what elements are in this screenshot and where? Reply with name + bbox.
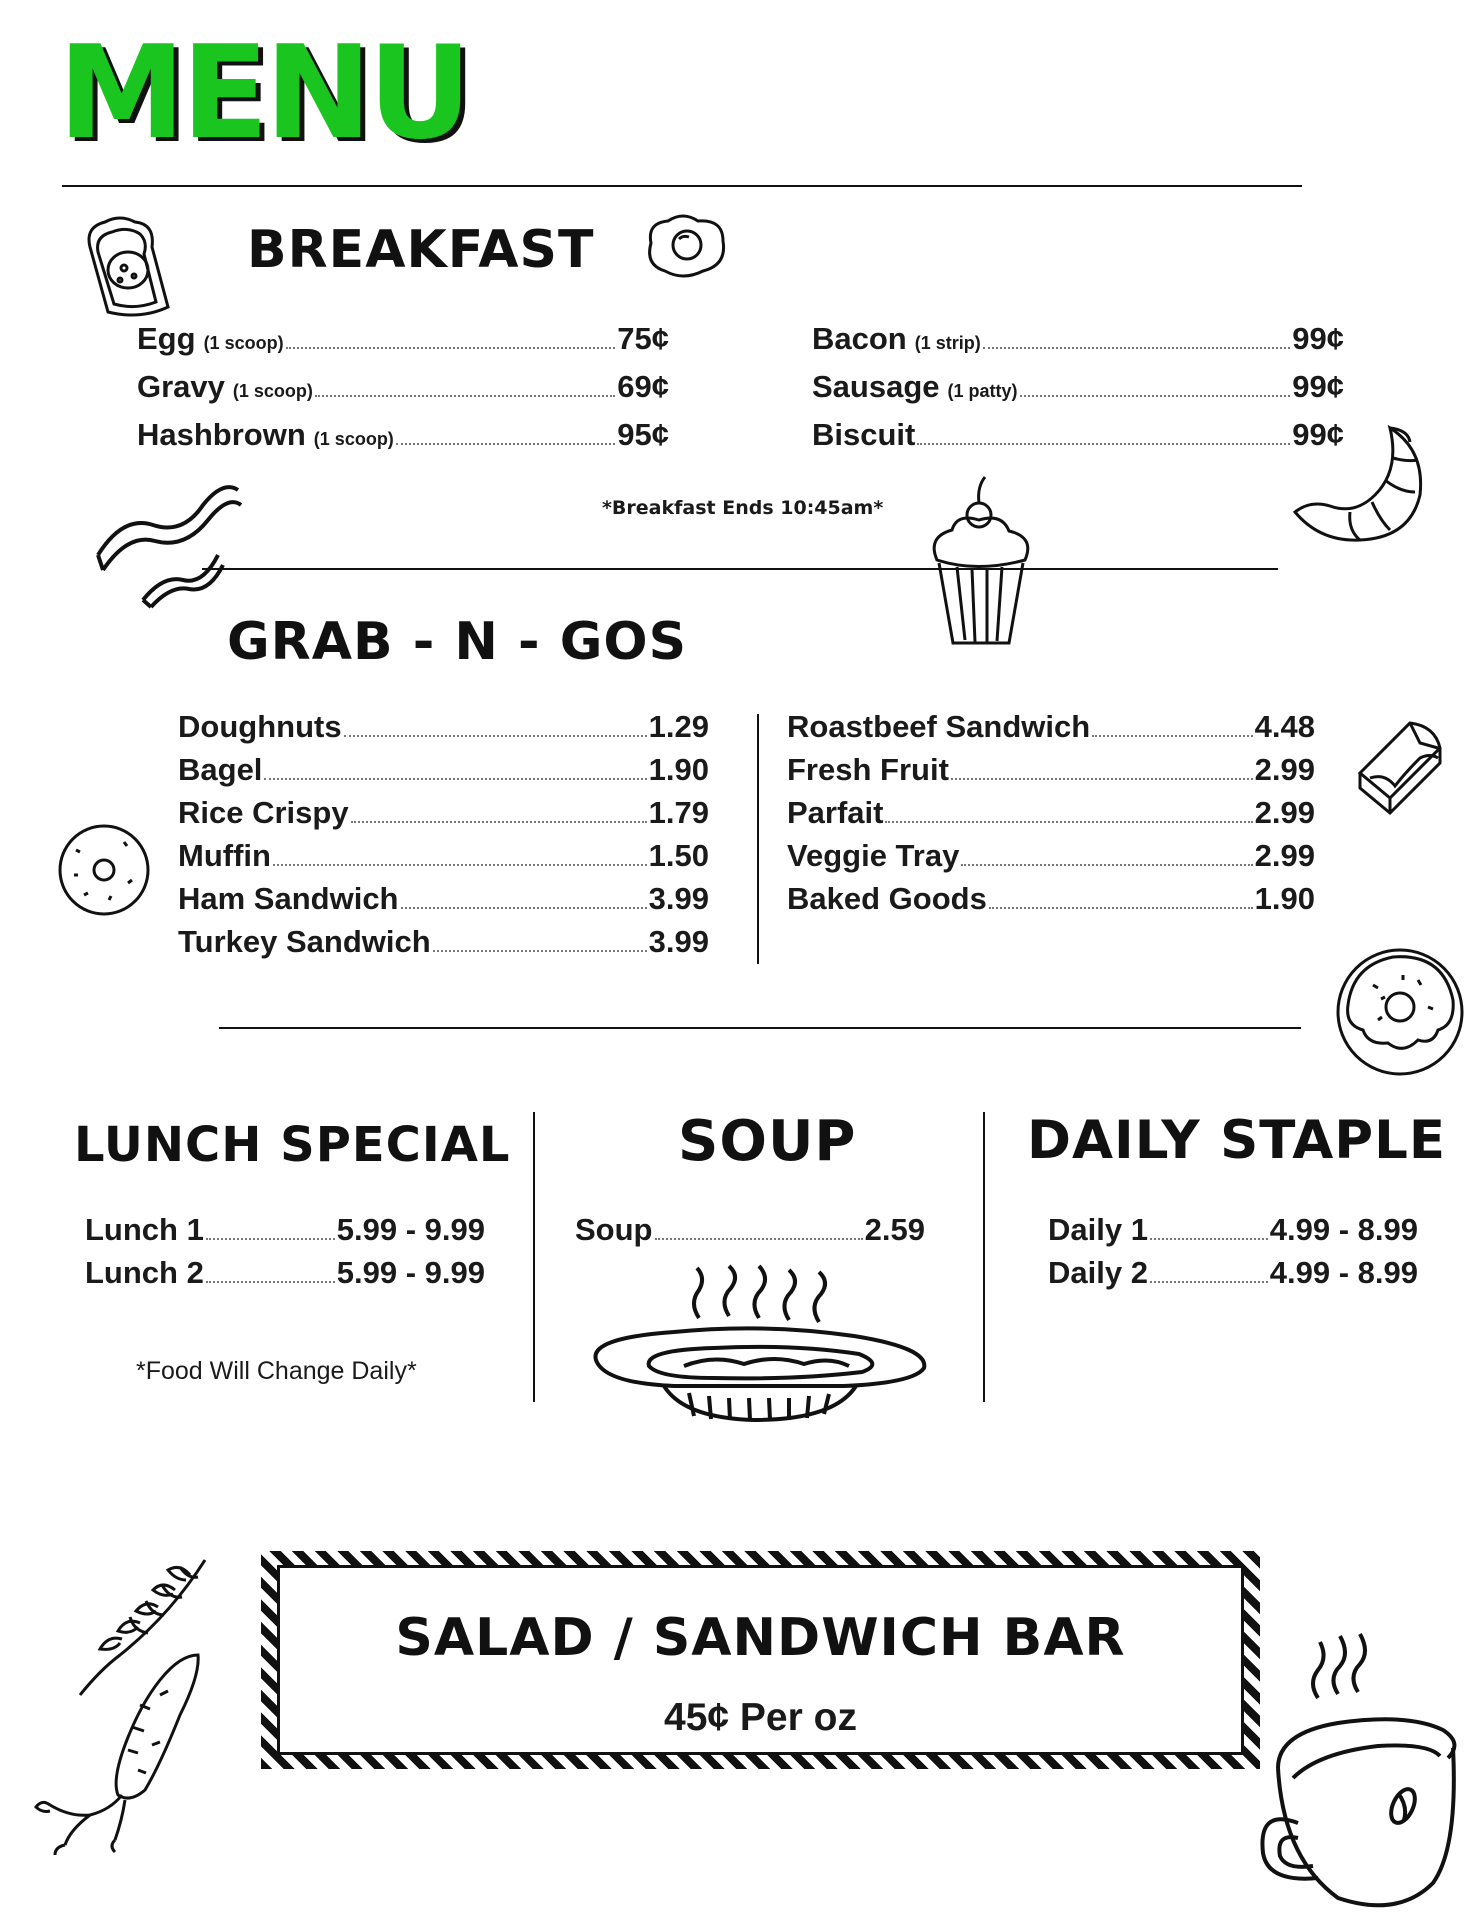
item-price: 75¢ xyxy=(617,321,669,356)
item-name: Sausage xyxy=(812,369,940,404)
item-name: Parfait xyxy=(787,795,884,830)
list-item xyxy=(812,317,1344,365)
item-name: Baked Goods xyxy=(787,881,987,916)
item-name: Rice Crispy xyxy=(178,795,349,830)
item-name: Daily 1 xyxy=(1048,1212,1148,1247)
leader-dots xyxy=(351,820,647,823)
item-price: 1.90 xyxy=(1254,881,1315,916)
grab-column-divider xyxy=(757,714,759,964)
item-name: Fresh Fruit xyxy=(787,752,949,787)
leader-dots xyxy=(273,863,647,866)
item-name: Doughnuts xyxy=(178,709,342,744)
lunch-list xyxy=(85,1208,485,1294)
item-name: Gravy xyxy=(137,369,225,404)
fried-egg-icon xyxy=(643,213,729,281)
menu-title: MENU xyxy=(58,19,468,168)
list-item xyxy=(812,413,1344,456)
lunch-soup-divider xyxy=(533,1112,535,1402)
breakfast-divider xyxy=(202,568,1278,570)
list-item xyxy=(787,791,1315,834)
item-name: Lunch 1 xyxy=(85,1212,204,1247)
list-item xyxy=(178,877,709,920)
item-note: (1 strip) xyxy=(914,333,981,353)
lunch-heading: LUNCH SPECIAL xyxy=(74,1117,511,1173)
soup-list xyxy=(575,1208,925,1251)
salad-bar-heading: SALAD / SANDWICH BAR xyxy=(395,1608,1126,1668)
item-price: 3.99 xyxy=(648,881,709,916)
grab-right-list xyxy=(787,705,1315,920)
list-item xyxy=(178,791,709,834)
item-price: 69¢ xyxy=(617,369,669,404)
leader-dots xyxy=(1020,394,1291,397)
item-name: Turkey Sandwich xyxy=(178,924,431,959)
list-item xyxy=(137,413,669,461)
salad-bar-price: 45¢ Per oz xyxy=(664,1696,857,1739)
item-price: 1.79 xyxy=(648,795,709,830)
breakfast-heading: BREAKFAST xyxy=(247,220,595,280)
leader-dots xyxy=(989,906,1253,909)
item-name: Lunch 2 xyxy=(85,1255,204,1290)
leader-dots xyxy=(315,394,615,397)
leader-dots xyxy=(917,442,1290,445)
item-price: 95¢ xyxy=(617,417,669,452)
list-item xyxy=(787,877,1315,920)
list-item xyxy=(787,748,1315,791)
item-price: 1.29 xyxy=(648,709,709,744)
list-item xyxy=(812,365,1344,413)
leader-dots xyxy=(961,863,1252,866)
list-item xyxy=(178,748,709,791)
grab-heading: GRAB - N - GOS xyxy=(227,612,688,672)
leader-dots xyxy=(401,906,647,909)
item-name: Egg xyxy=(137,321,196,356)
leader-dots xyxy=(885,820,1252,823)
list-item xyxy=(137,365,669,413)
leader-dots xyxy=(206,1237,335,1240)
leader-dots xyxy=(286,346,616,349)
breakfast-right-list xyxy=(812,317,1344,456)
list-item xyxy=(787,834,1315,877)
list-item xyxy=(787,705,1315,748)
breakfast-left-list xyxy=(137,317,669,461)
item-price: 2.99 xyxy=(1254,838,1315,873)
item-price: 2.99 xyxy=(1254,795,1315,830)
grab-divider xyxy=(219,1027,1301,1029)
leader-dots xyxy=(983,346,1291,349)
daily-list xyxy=(1048,1208,1418,1294)
item-note: (1 scoop) xyxy=(232,381,313,401)
list-item xyxy=(85,1208,485,1251)
list-item xyxy=(178,705,709,748)
carrot-icon xyxy=(30,1555,215,1855)
item-name: Roastbeef Sandwich xyxy=(787,709,1091,744)
item-price: 1.50 xyxy=(648,838,709,873)
bacon-icon xyxy=(93,475,248,610)
item-price: 1.90 xyxy=(648,752,709,787)
item-price: 4.99 - 8.99 xyxy=(1269,1212,1418,1247)
item-name: Hashbrown xyxy=(137,417,306,452)
item-price: 99¢ xyxy=(1292,321,1344,356)
coffee-mug-icon xyxy=(1258,1628,1473,1918)
item-name: Ham Sandwich xyxy=(178,881,399,916)
list-item xyxy=(137,317,669,365)
item-name: Bacon xyxy=(812,321,907,356)
list-item xyxy=(1048,1251,1418,1294)
item-price: 5.99 - 9.99 xyxy=(336,1212,485,1247)
leader-dots xyxy=(396,442,615,445)
item-price: 99¢ xyxy=(1292,369,1344,404)
leader-dots xyxy=(206,1280,335,1283)
item-price: 99¢ xyxy=(1292,417,1344,452)
leader-dots xyxy=(1150,1237,1268,1240)
item-price: 2.99 xyxy=(1254,752,1315,787)
leader-dots xyxy=(433,949,647,952)
leader-dots xyxy=(655,1237,863,1240)
item-name: Muffin xyxy=(178,838,271,873)
item-price: 4.48 xyxy=(1254,709,1315,744)
item-note: (1 scoop) xyxy=(203,333,284,353)
soup-heading: SOUP xyxy=(678,1109,857,1174)
list-item xyxy=(1048,1208,1418,1251)
item-price: 2.59 xyxy=(864,1212,925,1247)
list-item xyxy=(178,920,709,963)
toast-icon xyxy=(80,212,180,322)
cupcake-icon xyxy=(917,475,1042,650)
bagel-icon xyxy=(54,820,154,920)
soup-daily-divider xyxy=(983,1112,985,1402)
breakfast-footnote: *Breakfast Ends 10:45am* xyxy=(602,497,884,519)
item-name: Soup xyxy=(575,1212,653,1247)
lunch-footnote: *Food Will Change Daily* xyxy=(136,1357,417,1385)
soup-bowl-icon xyxy=(594,1268,929,1428)
leader-dots xyxy=(951,777,1253,780)
item-name: Daily 2 xyxy=(1048,1255,1148,1290)
item-name: Bagel xyxy=(178,752,263,787)
item-name: Biscuit xyxy=(812,417,916,452)
leader-dots xyxy=(1092,734,1252,737)
salad-bar-box xyxy=(261,1551,1260,1769)
cake-slice-icon xyxy=(1350,718,1445,818)
item-price: 3.99 xyxy=(648,924,709,959)
list-item xyxy=(178,834,709,877)
item-note: (1 patty) xyxy=(947,381,1018,401)
donut-icon xyxy=(1333,945,1468,1080)
leader-dots xyxy=(344,734,647,737)
salad-bar-panel xyxy=(277,1565,1244,1755)
daily-heading: DAILY STAPLE xyxy=(1027,1110,1447,1171)
grab-left-list xyxy=(178,705,709,963)
croissant-icon xyxy=(1290,420,1430,545)
list-item xyxy=(85,1251,485,1294)
title-divider xyxy=(62,185,1302,187)
item-name: Veggie Tray xyxy=(787,838,960,873)
item-price: 5.99 - 9.99 xyxy=(336,1255,485,1290)
list-item xyxy=(575,1208,925,1251)
item-note: (1 scoop) xyxy=(313,429,394,449)
leader-dots xyxy=(1150,1280,1268,1283)
item-price: 4.99 - 8.99 xyxy=(1269,1255,1418,1290)
leader-dots xyxy=(264,777,646,780)
